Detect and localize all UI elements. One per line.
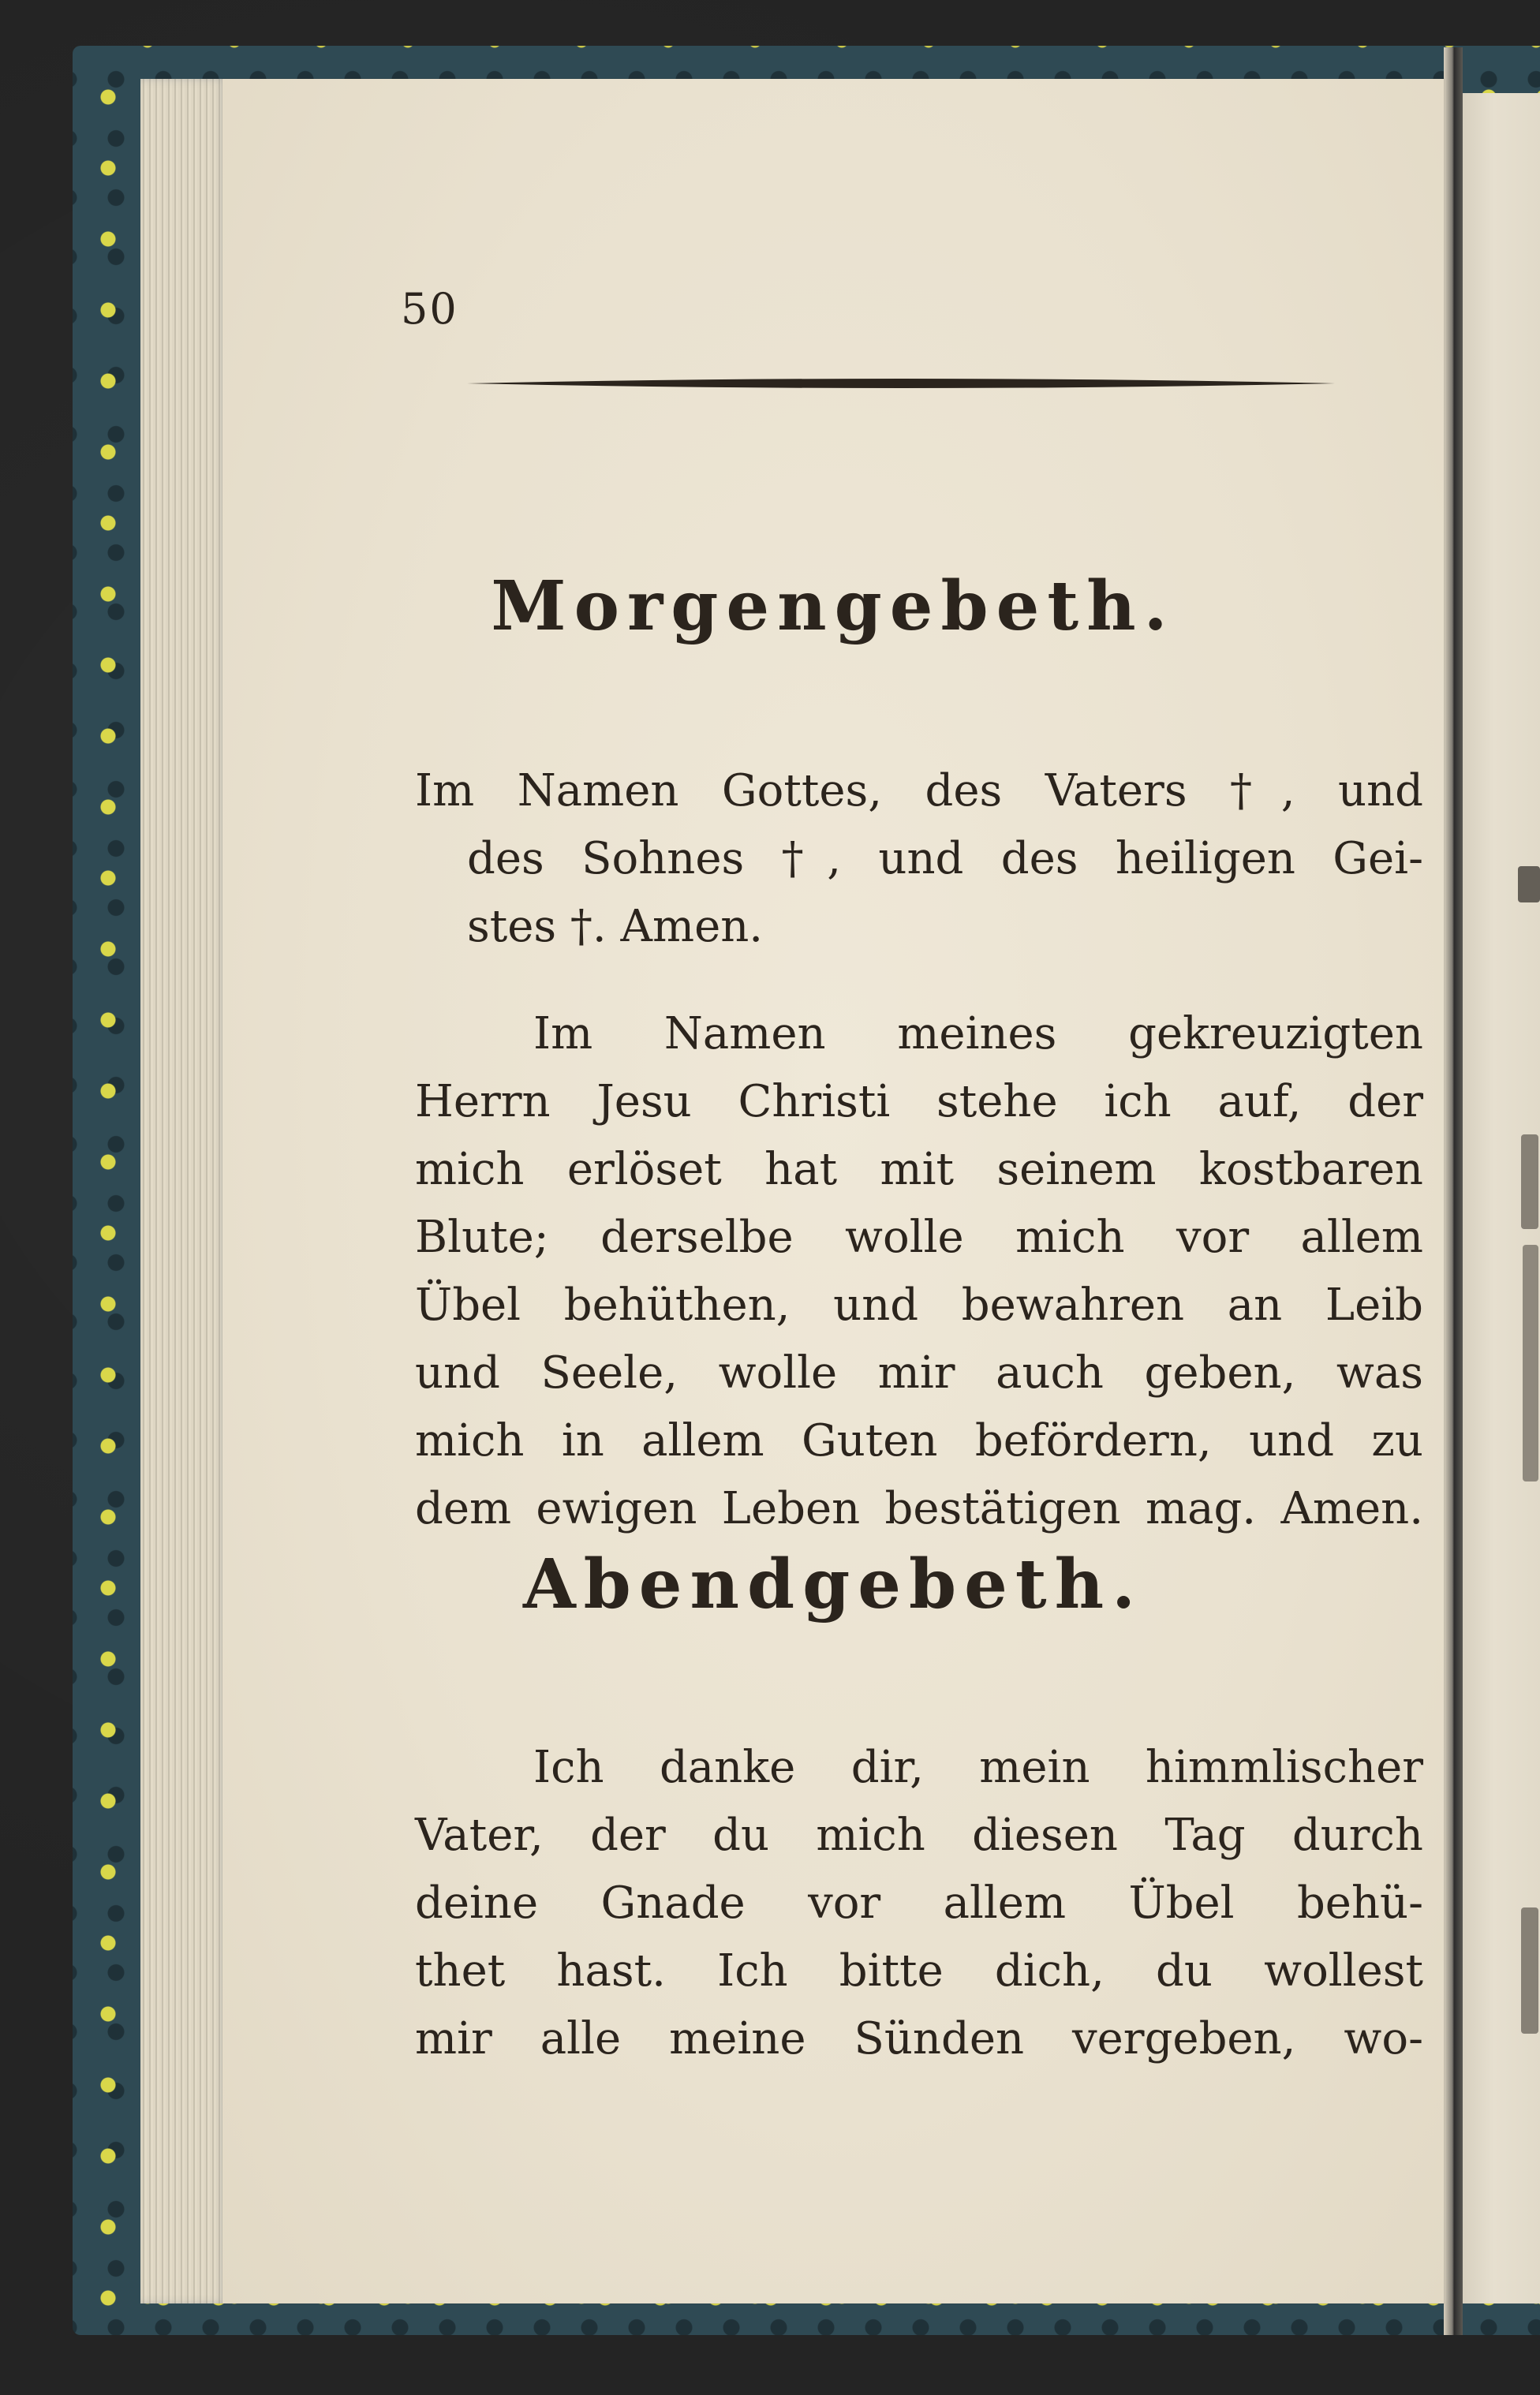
text-line: Im Namen meines gekreuzigten <box>533 1008 1423 1059</box>
text-line: dem ewigen Leben bestätigen mag. Amen. <box>415 1483 1423 1534</box>
ghost-glyph <box>1523 1245 1538 1481</box>
evening-prayer-paragraph <box>415 1734 1423 2073</box>
text-line: Blute; derselbe wolle mich vor allem <box>415 1212 1423 1263</box>
text-line: stes †. Amen. <box>467 901 764 952</box>
text-line: mich erlöset hat mit seinem kostbaren <box>415 1144 1423 1195</box>
evening-prayer-title: Abendgebeth. <box>522 1545 1144 1624</box>
book-page <box>222 79 1444 2303</box>
ghost-glyph <box>1521 1134 1538 1229</box>
text-line: deine Gnade vor allem Übel behü- <box>415 1878 1423 1929</box>
next-page-edge <box>1463 93 1540 2303</box>
header-rule <box>467 377 1335 390</box>
text-line: und Seele, wolle mir auch geben, was <box>415 1347 1423 1399</box>
morning-prayer-paragraph <box>415 1000 1423 1543</box>
text-line: mir alle meine Sünden vergeben, wo- <box>415 2013 1423 2064</box>
text-line: Herrn Jesu Christi stehe ich auf, der <box>415 1076 1423 1127</box>
book-gutter <box>1444 47 1463 2335</box>
text-line: Ich danke dir, mein himmlischer <box>533 1742 1423 1793</box>
invocation-paragraph <box>415 757 1423 961</box>
ghost-glyph <box>1518 866 1540 902</box>
page-number: 50 <box>401 284 458 334</box>
morning-prayer-title: Morgengebeth. <box>491 566 1176 646</box>
text-line: mich in allem Guten befördern, und zu <box>415 1415 1423 1467</box>
ghost-glyph <box>1521 1907 1538 2034</box>
text-line: des Sohnes †, und des heiligen Gei- <box>467 833 1423 884</box>
text-line: Vater, der du mich diesen Tag durch <box>415 1810 1423 1861</box>
text-line: Im Namen Gottes, des Vaters †, und <box>415 765 1423 816</box>
text-line: Übel behüthen, und bewahren an Leib <box>415 1280 1423 1331</box>
page-edges <box>140 79 227 2303</box>
text-line: thet hast. Ich bitte dich, du wollest <box>415 1945 1423 1997</box>
